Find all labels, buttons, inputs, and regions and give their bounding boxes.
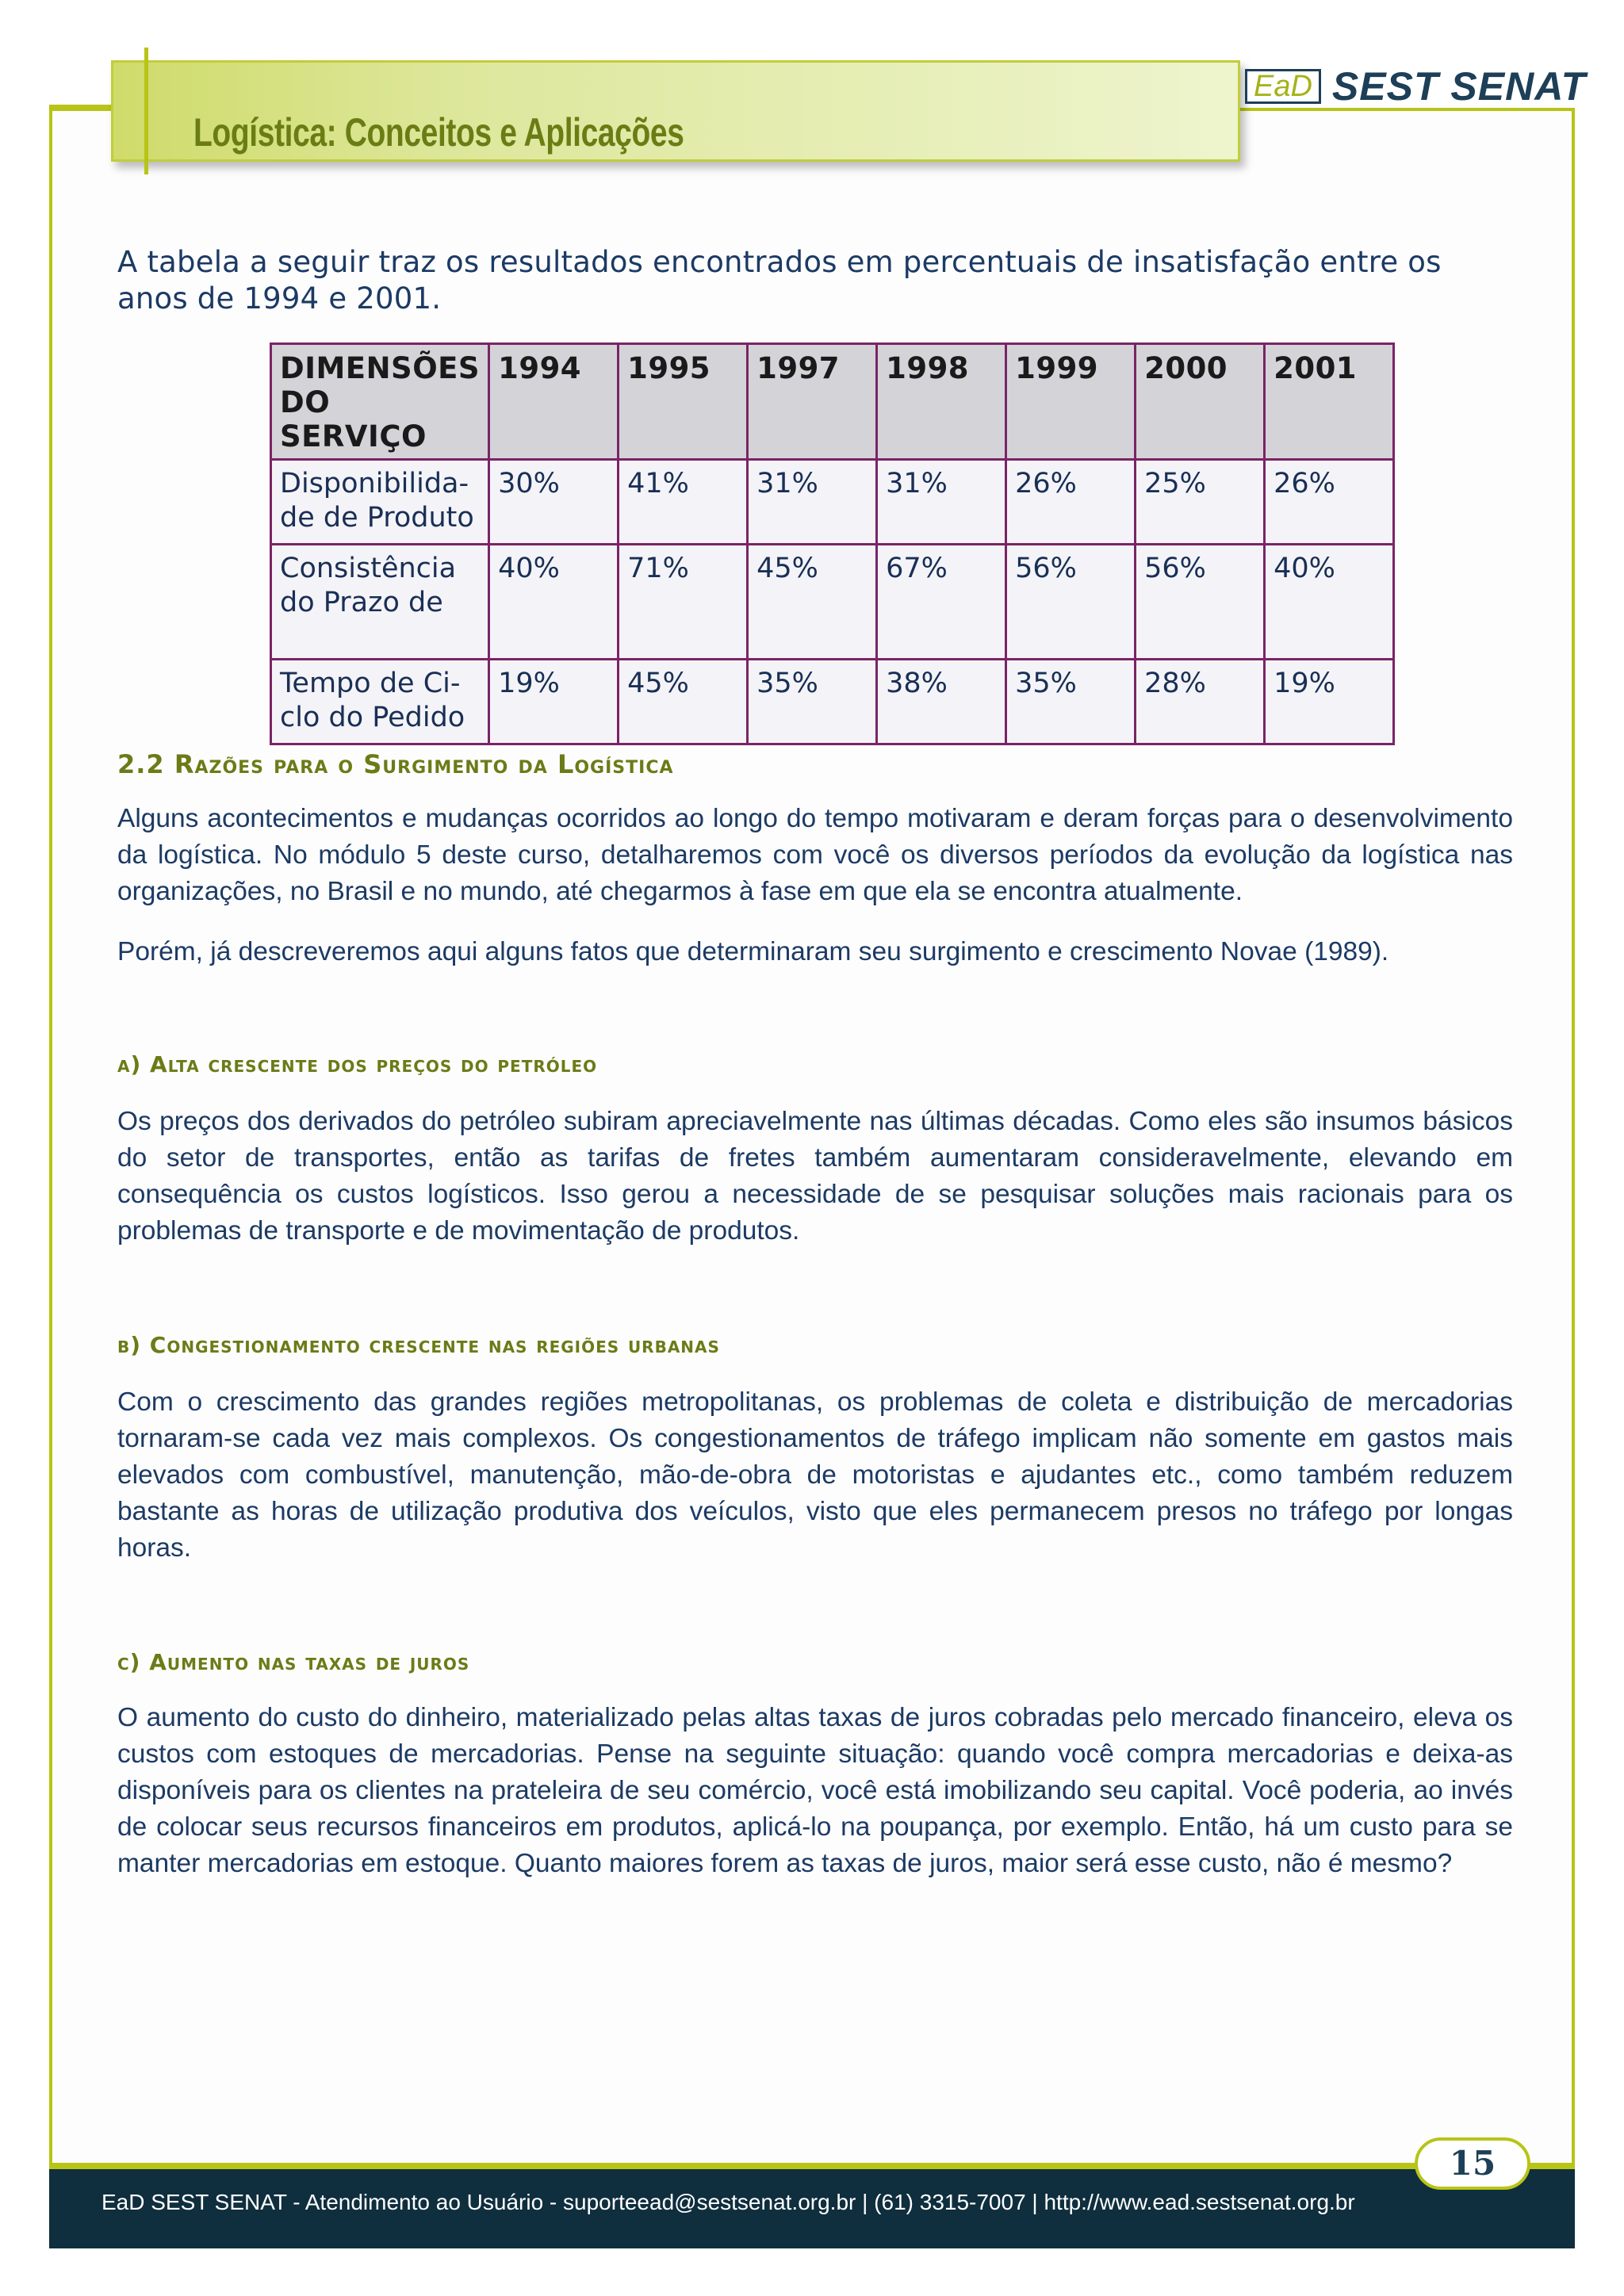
footer-bar: [49, 2169, 1575, 2248]
table-cell: 35%: [748, 660, 877, 744]
subheading-b: b) Congestionamento crescente nas regiões urbanas: [117, 1332, 720, 1358]
page-number: 15: [1415, 2137, 1530, 2190]
table-cell: 26%: [1265, 460, 1394, 545]
table-row: [271, 660, 1394, 744]
header-cell: 1997: [748, 344, 877, 460]
footer-contact-text: EaD SEST SENAT - Atendimento ao Usuário - suporteead@sestsenat.org.br | (61) 3315-7007 | http://www.ead.sestsenat.org.br: [102, 2190, 1355, 2214]
table-cell: 71%: [619, 545, 748, 660]
dissatisfaction-table: [270, 342, 1395, 745]
table-cell: 19%: [489, 660, 619, 744]
sest-senat-logo: [1245, 64, 1587, 109]
paragraph-b: Com o crescimento das grandes regiões metropolitanas, os problemas de coleta e distribuição de mercadorias tornaram-se cada vez mais complexos. Os congestionamentos de tráfego implicam não somente em gastos mais elevados com combustível, manutenção, mão-de-obra de motoristas e ajudantes etc., como também reduzem bastante as horas de utilização produtiva dos veículos, visto que eles permanecem presos no tráfego por longas horas.: [117, 1387, 1513, 1563]
table-cell: 45%: [619, 660, 748, 744]
table-cell: 45%: [748, 545, 877, 660]
table-cell: 19%: [1265, 660, 1394, 744]
table-cell: 67%: [877, 545, 1006, 660]
subheading-a: a) Alta crescente dos preços do petróleo: [117, 1051, 598, 1077]
intro-paragraph: A tabela a seguir traz os resultados encontrados em percentuais de insatisfação entre os anos de 1994 e 2001.: [117, 245, 1442, 316]
table-cell: 41%: [619, 460, 748, 545]
subheading-c: c) Aumento nas taxas de juros: [117, 1649, 470, 1675]
table-cell: Tempo de Ci-clo do Pedido: [271, 660, 489, 744]
banner-accent-line: [144, 48, 148, 174]
header-cell: 1999: [1006, 344, 1136, 460]
table-header-row: [271, 344, 1394, 460]
table-cell: 26%: [1006, 460, 1136, 545]
section-heading: 2.2 Razões para o Surgimento da Logística: [117, 749, 674, 779]
table-cell: 30%: [489, 460, 619, 545]
table-cell: 40%: [1265, 545, 1394, 660]
paragraph-a: Os preços dos derivados do petróleo subiram apreciavelmente nas últimas décadas. Como eles são insumos básicos do setor de transportes, então as tarifas de fretes também aumentaram consideravelmente, elevando em consequência os custos logísticos. Isso gerou a necessidade de se pesquisar soluções mais racionais para os problemas de transporte e de movimentação de produtos.: [117, 1107, 1513, 1246]
table-row: [271, 545, 1394, 660]
footer-accent-line: [49, 2163, 1575, 2169]
page-title: Logística: Conceitos e Aplicações: [193, 110, 684, 155]
table-row: [271, 460, 1394, 545]
header-cell: 2001: [1265, 344, 1394, 460]
section-paragraph-2: Porém, já descreveremos aqui alguns fatos que determinaram seu surgimento e crescimento Novae (1989).: [117, 937, 1389, 966]
header-cell: 1994: [489, 344, 619, 460]
table-cell: 35%: [1006, 660, 1136, 744]
table-cell: 28%: [1136, 660, 1265, 744]
header-cell: DIMENSÕES DO SERVIÇO: [271, 344, 489, 460]
table-cell: 31%: [748, 460, 877, 545]
table-cell: Consistência do Prazo de: [271, 545, 489, 660]
logo-ead: EaD: [1245, 69, 1321, 104]
header-cell: 1998: [877, 344, 1006, 460]
table-cell: Disponibilida-de de Produto: [271, 460, 489, 545]
table-cell: 56%: [1136, 545, 1265, 660]
table-cell: 40%: [489, 545, 619, 660]
header-cell: 2000: [1136, 344, 1265, 460]
table-cell: 38%: [877, 660, 1006, 744]
section-paragraph-1: Alguns acontecimentos e mudanças ocorridos ao longo do tempo motivaram e deram forças para o desenvolvimento da logística. No módulo 5 deste curso, detalharemos com você os diversos períodos da evolução da logística nas organizações, no Brasil e no mundo, até chegarmos à fase em que ela se encontra atualmente.: [117, 804, 1513, 906]
table-cell: 31%: [877, 460, 1006, 545]
logo-name: SEST SENAT: [1331, 64, 1587, 109]
paragraph-c: O aumento do custo do dinheiro, materializado pelas altas taxas de juros cobradas pelo mercado financeiro, eleva os custos com estoques de mercadorias. Pense na seguinte situação: quando você compra mercadorias e deixa-as disponíveis para os clientes na prateleira de seu comércio, você está imobilizando seu capital. Você poderia, ao invés de colocar seus recursos financeiros em produtos, aplicá-lo na poupança, por exemplo. Então, há um custo para se manter mercadorias em estoque. Quanto maiores forem as taxas de juros, maior será esse custo, não é mesmo?: [117, 1703, 1513, 1878]
frame-accent: [49, 105, 116, 111]
table-cell: 56%: [1006, 545, 1136, 660]
table-cell: 25%: [1136, 460, 1265, 545]
header-cell: 1995: [619, 344, 748, 460]
